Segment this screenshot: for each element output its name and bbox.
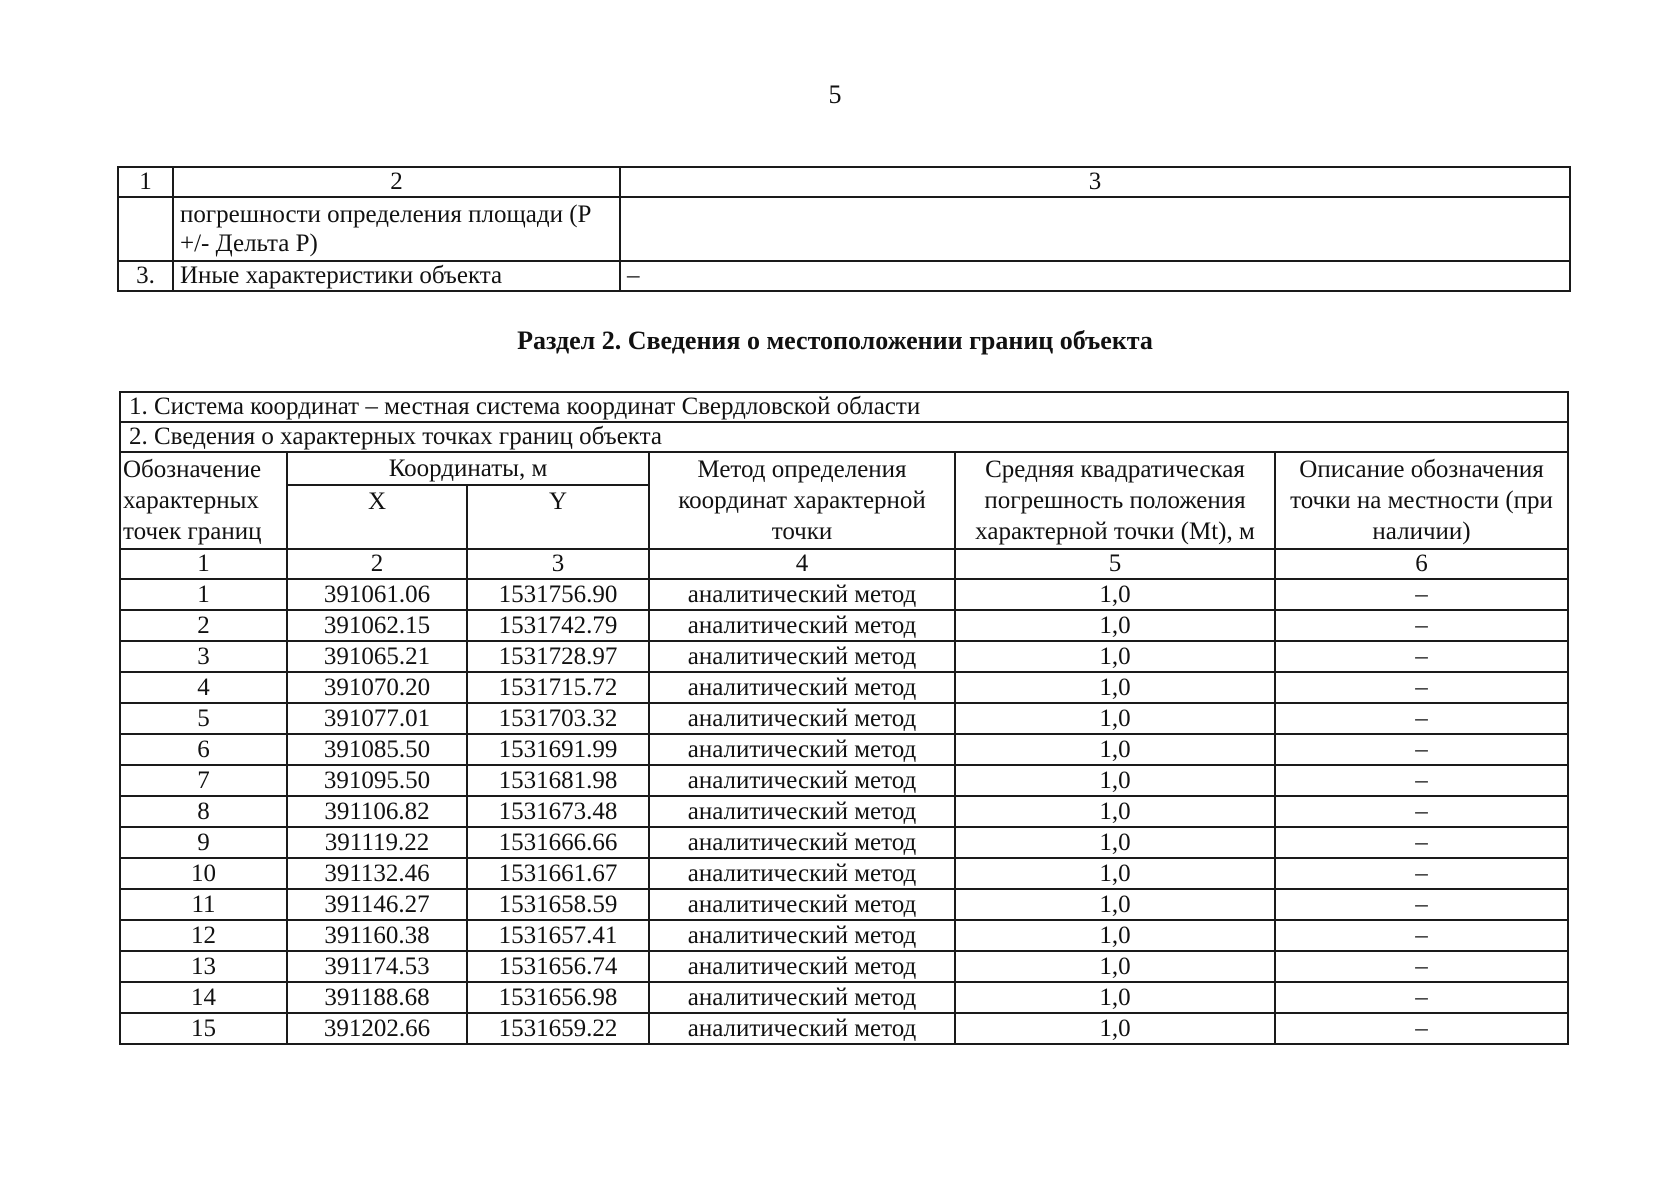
y-coordinate-cell: 1531656.74	[467, 951, 649, 982]
y-coordinate-cell: 1531658.59	[467, 889, 649, 920]
x-coordinate-cell: 391062.15	[287, 610, 467, 641]
y-coordinate-cell: 1531691.99	[467, 734, 649, 765]
method-cell: аналитический метод	[649, 951, 955, 982]
point-designation-cell: 12	[120, 920, 287, 951]
y-coordinate-cell: 1531656.98	[467, 982, 649, 1013]
column-number-cell: 1	[120, 549, 287, 579]
x-coordinate-cell: 391061.06	[287, 579, 467, 610]
error-cell: 1,0	[955, 672, 1275, 703]
method-cell: аналитический метод	[649, 982, 955, 1013]
error-cell: 1,0	[955, 1013, 1275, 1044]
column-number-cell: 1	[118, 167, 173, 197]
error-cell: 1,0	[955, 920, 1275, 951]
coordinate-system-row	[120, 392, 1568, 422]
error-cell: 1,0	[955, 889, 1275, 920]
table-row	[120, 920, 1568, 951]
method-cell: аналитический метод	[649, 796, 955, 827]
description-cell: –	[1275, 703, 1568, 734]
table-row	[118, 261, 1570, 291]
point-designation-cell: 1	[120, 579, 287, 610]
row-label-cell: Иные характеристики объекта	[173, 261, 620, 291]
point-designation-cell: 4	[120, 672, 287, 703]
y-coordinate-cell: 1531661.67	[467, 858, 649, 889]
x-coordinate-cell: 391070.20	[287, 672, 467, 703]
x-coordinate-cell: 391119.22	[287, 827, 467, 858]
table-row	[120, 765, 1568, 796]
row-value-cell	[620, 197, 1570, 261]
table-row	[120, 796, 1568, 827]
column-number-cell: 3	[467, 549, 649, 579]
header-coordinates: Координаты, м	[287, 452, 649, 485]
point-designation-cell: 9	[120, 827, 287, 858]
column-numbers-row	[120, 549, 1568, 579]
x-coordinate-cell: 391146.27	[287, 889, 467, 920]
description-cell: –	[1275, 796, 1568, 827]
column-number-cell: 3	[620, 167, 1570, 197]
error-cell: 1,0	[955, 827, 1275, 858]
coordinate-system-cell: 1. Система координат – местная система координат Свердловской области	[120, 392, 1568, 422]
table-row	[120, 734, 1568, 765]
description-cell: –	[1275, 734, 1568, 765]
y-coordinate-cell: 1531681.98	[467, 765, 649, 796]
x-coordinate-cell: 391106.82	[287, 796, 467, 827]
error-cell: 1,0	[955, 765, 1275, 796]
error-cell: 1,0	[955, 734, 1275, 765]
column-number-cell: 6	[1275, 549, 1568, 579]
table-row	[120, 579, 1568, 610]
table-row	[120, 982, 1568, 1013]
method-cell: аналитический метод	[649, 672, 955, 703]
header-y: Y	[467, 485, 649, 549]
x-coordinate-cell: 391160.38	[287, 920, 467, 951]
table-row	[120, 951, 1568, 982]
table-row	[120, 827, 1568, 858]
table-row	[120, 672, 1568, 703]
error-cell: 1,0	[955, 703, 1275, 734]
x-coordinate-cell: 391132.46	[287, 858, 467, 889]
y-coordinate-cell: 1531666.66	[467, 827, 649, 858]
table-row	[120, 703, 1568, 734]
description-cell: –	[1275, 641, 1568, 672]
table-header-row	[120, 452, 1568, 485]
method-cell: аналитический метод	[649, 858, 955, 889]
y-coordinate-cell: 1531657.41	[467, 920, 649, 951]
method-cell: аналитический метод	[649, 734, 955, 765]
description-cell: –	[1275, 579, 1568, 610]
method-cell: аналитический метод	[649, 610, 955, 641]
error-cell: 1,0	[955, 858, 1275, 889]
description-cell: –	[1275, 1013, 1568, 1044]
row-label-cell: погрешности определения площади (Р +/- Дельта Р)	[173, 197, 620, 261]
points-info-cell: 2. Сведения о характерных точках границ объекта	[120, 422, 1568, 452]
data-rows	[120, 579, 1568, 1044]
description-cell: –	[1275, 672, 1568, 703]
method-cell: аналитический метод	[649, 827, 955, 858]
error-cell: 1,0	[955, 610, 1275, 641]
characteristics-table-continuation	[117, 166, 1571, 292]
error-cell: 1,0	[955, 982, 1275, 1013]
error-cell: 1,0	[955, 796, 1275, 827]
description-cell: –	[1275, 920, 1568, 951]
header-error: Средняя квадратическая погрешность положения характерной точки (Mt), м	[955, 452, 1275, 549]
point-designation-cell: 15	[120, 1013, 287, 1044]
x-coordinate-cell: 391174.53	[287, 951, 467, 982]
column-number-cell: 2	[287, 549, 467, 579]
points-info-row	[120, 422, 1568, 452]
table-header-row	[118, 167, 1570, 197]
column-number-cell: 4	[649, 549, 955, 579]
row-number-cell: 3.	[118, 261, 173, 291]
column-number-cell: 2	[173, 167, 620, 197]
point-designation-cell: 5	[120, 703, 287, 734]
table-row	[120, 641, 1568, 672]
table-row	[120, 889, 1568, 920]
point-designation-cell: 10	[120, 858, 287, 889]
column-number-cell: 5	[955, 549, 1275, 579]
y-coordinate-cell: 1531742.79	[467, 610, 649, 641]
description-cell: –	[1275, 765, 1568, 796]
table-row	[120, 610, 1568, 641]
point-designation-cell: 8	[120, 796, 287, 827]
point-designation-cell: 11	[120, 889, 287, 920]
description-cell: –	[1275, 951, 1568, 982]
x-coordinate-cell: 391202.66	[287, 1013, 467, 1044]
boundary-points-table	[119, 391, 1569, 1045]
description-cell: –	[1275, 889, 1568, 920]
error-cell: 1,0	[955, 579, 1275, 610]
error-cell: 1,0	[955, 641, 1275, 672]
point-designation-cell: 7	[120, 765, 287, 796]
point-designation-cell: 14	[120, 982, 287, 1013]
y-coordinate-cell: 1531728.97	[467, 641, 649, 672]
header-x: X	[287, 485, 467, 549]
y-coordinate-cell: 1531756.90	[467, 579, 649, 610]
x-coordinate-cell: 391065.21	[287, 641, 467, 672]
method-cell: аналитический метод	[649, 1013, 955, 1044]
table-row	[118, 197, 1570, 261]
y-coordinate-cell: 1531703.32	[467, 703, 649, 734]
table-row	[120, 858, 1568, 889]
header-designation: Обозначение характерных точек границ	[120, 452, 287, 549]
page-number: 5	[828, 80, 842, 109]
point-designation-cell: 13	[120, 951, 287, 982]
table-row	[120, 1013, 1568, 1044]
x-coordinate-cell: 391077.01	[287, 703, 467, 734]
y-coordinate-cell: 1531715.72	[467, 672, 649, 703]
x-coordinate-cell: 391188.68	[287, 982, 467, 1013]
y-coordinate-cell: 1531673.48	[467, 796, 649, 827]
row-value-cell: –	[620, 261, 1570, 291]
header-method: Метод определения координат характерной точки	[649, 452, 955, 549]
point-designation-cell: 2	[120, 610, 287, 641]
point-designation-cell: 6	[120, 734, 287, 765]
method-cell: аналитический метод	[649, 889, 955, 920]
description-cell: –	[1275, 610, 1568, 641]
method-cell: аналитический метод	[649, 703, 955, 734]
method-cell: аналитический метод	[649, 641, 955, 672]
description-cell: –	[1275, 827, 1568, 858]
description-cell: –	[1275, 858, 1568, 889]
description-cell: –	[1275, 982, 1568, 1013]
x-coordinate-cell: 391095.50	[287, 765, 467, 796]
x-coordinate-cell: 391085.50	[287, 734, 467, 765]
y-coordinate-cell: 1531659.22	[467, 1013, 649, 1044]
error-cell: 1,0	[955, 951, 1275, 982]
point-designation-cell: 3	[120, 641, 287, 672]
row-number-cell	[118, 197, 173, 261]
section-title: Раздел 2. Сведения о местоположении границ объекта	[517, 326, 1153, 355]
header-description: Описание обозначения точки на местности (при наличии)	[1275, 452, 1568, 549]
method-cell: аналитический метод	[649, 579, 955, 610]
method-cell: аналитический метод	[649, 920, 955, 951]
method-cell: аналитический метод	[649, 765, 955, 796]
